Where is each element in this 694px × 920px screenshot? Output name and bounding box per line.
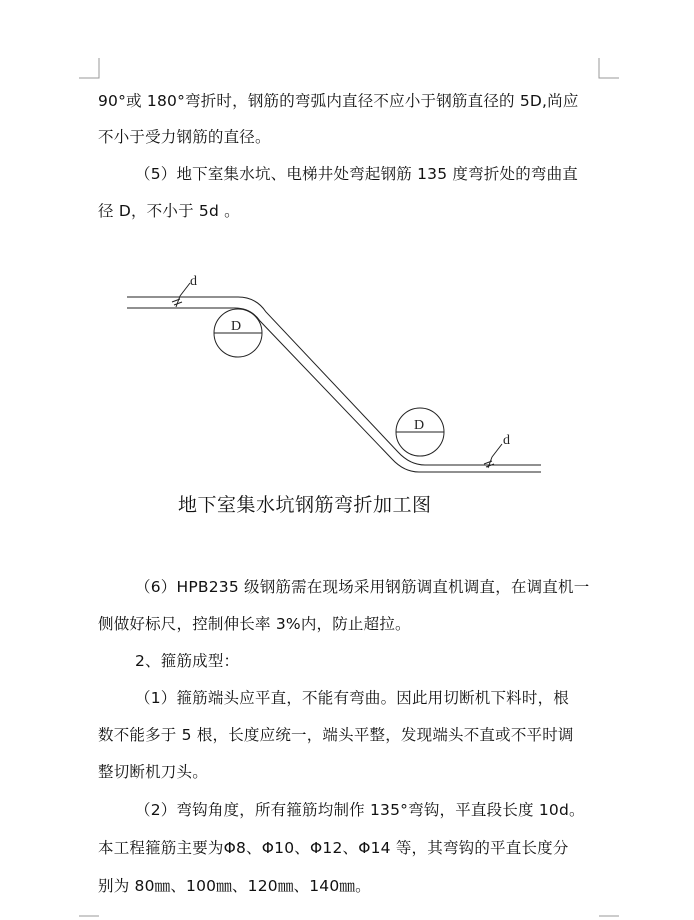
- paragraph-line: （6）HPB235 级钢筋需在现场采用钢筋调直机调直，在调直机一: [135, 578, 590, 596]
- section-heading: 2、箍筋成型：: [135, 652, 240, 670]
- paragraph-line: 不小于受力钢筋的直径。: [98, 128, 271, 146]
- rebar-line-lower: [127, 308, 541, 472]
- label-d-top: d: [190, 274, 197, 289]
- paragraph-line: 径 D，不小于 5d 。: [98, 202, 240, 220]
- label-D-bottom: D: [414, 418, 425, 433]
- paragraph-line: 本工程箍筋主要为Φ8、Φ10、Φ12、Φ14 等，其弯钩的平直长度分: [98, 839, 569, 857]
- paragraph-line: （2）弯钩角度，所有箍筋均制作 135°弯钩，平直段长度 10d。: [135, 801, 585, 819]
- label-D-top: D: [231, 319, 242, 334]
- dimension-d-top-ticks: [172, 299, 182, 305]
- paragraph-line: 整切断机刀头。: [98, 763, 208, 781]
- rebar-line-upper: [127, 297, 541, 465]
- paragraph-line: 数不能多于 5 根，长度应统一，端头平整，发现端头不直或不平时调: [98, 726, 574, 744]
- label-d-bottom: d: [503, 433, 510, 448]
- paragraph-line: （1）箍筋端头应平直，不能有弯曲。因此用切断机下料时，根: [135, 689, 569, 707]
- dimension-d-bottom: [488, 444, 502, 468]
- paragraph-line: 侧做好标尺，控制伸长率 3%内，防止超拉。: [98, 615, 411, 633]
- figure-caption: 地下室集水坑钢筋弯折加工图: [178, 494, 432, 516]
- paragraph-line: 90°或 180°弯折时，钢筋的弯弧内直径不应小于钢筋直径的 5D,尚应: [98, 92, 579, 110]
- paragraph-line: 别为 80㎜、100㎜、120㎜、140㎜。: [98, 877, 371, 895]
- paragraph-line: （5）地下室集水坑、电梯井处弯起钢筋 135 度弯折处的弯曲直: [135, 165, 579, 183]
